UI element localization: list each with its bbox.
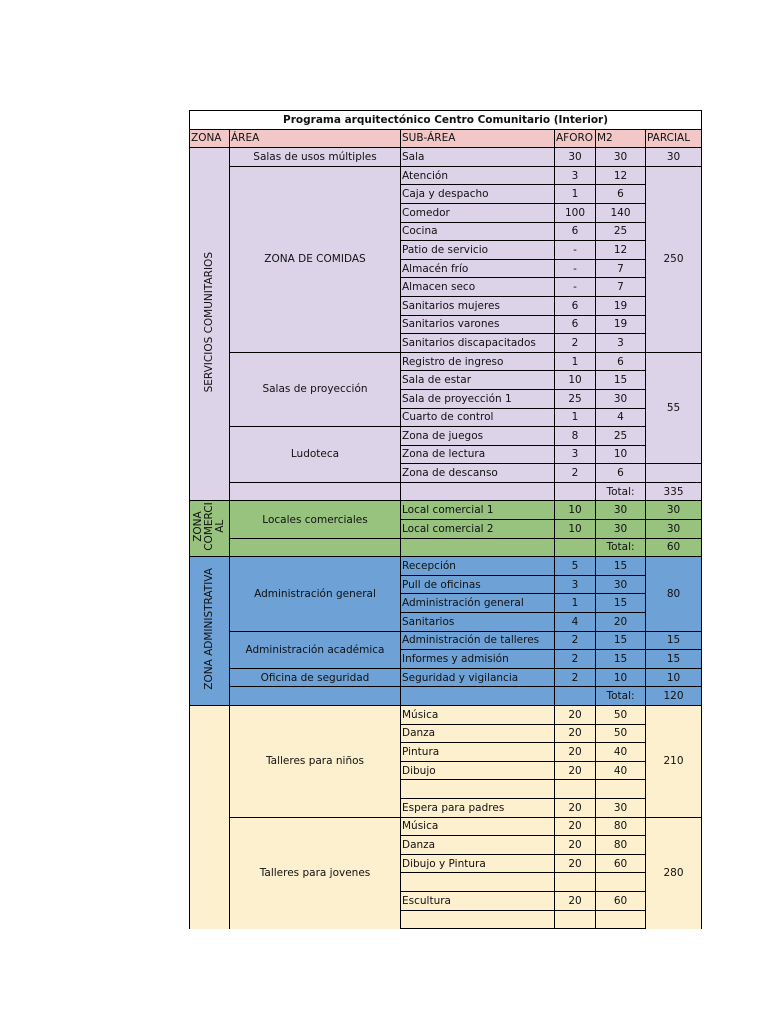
m2-cell bbox=[596, 873, 646, 892]
aforo-cell: 3 bbox=[555, 575, 596, 594]
subarea-cell: Zona de juegos bbox=[401, 427, 555, 446]
m2-cell: 15 bbox=[596, 594, 646, 613]
aforo-cell: 10 bbox=[555, 520, 596, 539]
subarea-cell: Comedor bbox=[401, 203, 555, 222]
m2-cell: 15 bbox=[596, 631, 646, 650]
aforo-cell: 1 bbox=[555, 594, 596, 613]
total-row bbox=[190, 538, 702, 557]
aforo-cell: - bbox=[555, 278, 596, 297]
aforo-cell: - bbox=[555, 259, 596, 278]
subarea-cell: Sanitarios bbox=[401, 613, 555, 632]
m2-cell: 7 bbox=[596, 278, 646, 297]
area-zona-de-comidas: ZONA DE COMIDAS bbox=[230, 166, 401, 352]
subarea-cell: Sala bbox=[401, 148, 555, 167]
aforo-cell: 10 bbox=[555, 501, 596, 520]
m2-cell bbox=[596, 910, 646, 929]
m2-cell: 30 bbox=[596, 520, 646, 539]
m2-cell: 15 bbox=[596, 650, 646, 669]
subarea-cell: Música bbox=[401, 817, 555, 836]
aforo-cell: 20 bbox=[555, 854, 596, 873]
empty-cell bbox=[555, 482, 596, 501]
aforo-cell: 6 bbox=[555, 296, 596, 315]
m2-cell: 6 bbox=[596, 352, 646, 371]
zone-label: ZONA COMERCI AL bbox=[192, 502, 226, 552]
m2-cell: 40 bbox=[596, 761, 646, 780]
table-row bbox=[190, 166, 702, 185]
header-row bbox=[190, 129, 702, 148]
subarea-cell: Pull de oficinas bbox=[401, 575, 555, 594]
subarea-cell: Espera para padres bbox=[401, 798, 555, 817]
parcial-cell: 250 bbox=[646, 166, 702, 352]
subarea-cell: Caja y despacho bbox=[401, 185, 555, 204]
parcial-cell: 280 bbox=[646, 817, 702, 929]
parcial-cell: 80 bbox=[646, 557, 702, 631]
header-parcial: PARCIAL bbox=[646, 129, 702, 148]
header-m2: M2 bbox=[596, 129, 646, 148]
header-zona: ZONA bbox=[190, 129, 230, 148]
program-table bbox=[189, 110, 702, 929]
m2-cell: 25 bbox=[596, 222, 646, 241]
zone-total: 120 bbox=[646, 687, 702, 706]
aforo-cell: 2 bbox=[555, 631, 596, 650]
aforo-cell: 10 bbox=[555, 371, 596, 390]
subarea-cell: Local comercial 2 bbox=[401, 520, 555, 539]
aforo-cell: 20 bbox=[555, 706, 596, 725]
m2-cell: 4 bbox=[596, 408, 646, 427]
aforo-cell: 20 bbox=[555, 836, 596, 855]
aforo-cell: 1 bbox=[555, 185, 596, 204]
m2-cell: 15 bbox=[596, 557, 646, 576]
aforo-cell: 20 bbox=[555, 798, 596, 817]
parcial-cell: 10 bbox=[646, 668, 702, 687]
area-talleres-para-ninos: Talleres para niños bbox=[230, 706, 401, 818]
parcial-cell: 55 bbox=[646, 352, 702, 464]
empty-cell bbox=[230, 538, 401, 557]
subarea-cell: Danza bbox=[401, 836, 555, 855]
subarea-cell bbox=[401, 910, 555, 929]
aforo-cell: 20 bbox=[555, 761, 596, 780]
zone-total: 335 bbox=[646, 482, 702, 501]
aforo-cell: 3 bbox=[555, 166, 596, 185]
total-label: Total: bbox=[596, 687, 646, 706]
empty-cell bbox=[230, 482, 401, 501]
subarea-cell: Danza bbox=[401, 724, 555, 743]
subarea-cell: Sala de proyección 1 bbox=[401, 389, 555, 408]
zone-total: 60 bbox=[646, 538, 702, 557]
table-row bbox=[190, 501, 702, 520]
aforo-cell bbox=[555, 910, 596, 929]
total-row bbox=[190, 687, 702, 706]
table-row bbox=[190, 706, 702, 725]
m2-cell: 30 bbox=[596, 501, 646, 520]
m2-cell: 140 bbox=[596, 203, 646, 222]
aforo-cell: 20 bbox=[555, 817, 596, 836]
aforo-cell: 6 bbox=[555, 315, 596, 334]
table-title: Programa arquitectónico Centro Comunitario (Interior) bbox=[190, 111, 702, 130]
subarea-cell: Pintura bbox=[401, 743, 555, 762]
empty-cell bbox=[230, 687, 401, 706]
m2-cell: 7 bbox=[596, 259, 646, 278]
zone-label: SERVICIOS COMUNITARIOS bbox=[203, 252, 215, 393]
m2-cell: 50 bbox=[596, 724, 646, 743]
zone-comercial bbox=[190, 501, 230, 557]
subarea-cell: Cocina bbox=[401, 222, 555, 241]
subarea-cell: Música bbox=[401, 706, 555, 725]
area-salas-de-proyeccion: Salas de proyección bbox=[230, 352, 401, 426]
m2-cell: 6 bbox=[596, 464, 646, 483]
m2-cell: 40 bbox=[596, 743, 646, 762]
aforo-cell: 6 bbox=[555, 222, 596, 241]
total-label: Total: bbox=[596, 482, 646, 501]
m2-cell: 12 bbox=[596, 241, 646, 260]
subarea-cell: Informes y admisión bbox=[401, 650, 555, 669]
subarea-cell: Seguridad y vigilancia bbox=[401, 668, 555, 687]
m2-cell: 12 bbox=[596, 166, 646, 185]
total-label: Total: bbox=[596, 538, 646, 557]
m2-cell: 50 bbox=[596, 706, 646, 725]
m2-cell: 3 bbox=[596, 334, 646, 353]
subarea-cell: Patio de servicio bbox=[401, 241, 555, 260]
m2-cell: 6 bbox=[596, 185, 646, 204]
aforo-cell: 2 bbox=[555, 650, 596, 669]
header-subarea: SUB-ÁREA bbox=[401, 129, 555, 148]
aforo-cell: 1 bbox=[555, 352, 596, 371]
subarea-cell: Sanitarios discapacitados bbox=[401, 334, 555, 353]
subarea-cell: Dibujo y Pintura bbox=[401, 854, 555, 873]
m2-cell: 10 bbox=[596, 668, 646, 687]
subarea-cell: Sanitarios mujeres bbox=[401, 296, 555, 315]
aforo-cell: 2 bbox=[555, 668, 596, 687]
empty-cell bbox=[401, 482, 555, 501]
subarea-cell: Escultura bbox=[401, 891, 555, 910]
aforo-cell: 1 bbox=[555, 408, 596, 427]
area-administracion-general: Administración general bbox=[230, 557, 401, 631]
aforo-cell: 25 bbox=[555, 389, 596, 408]
parcial-cell: 30 bbox=[646, 520, 702, 539]
aforo-cell bbox=[555, 780, 596, 799]
aforo-cell: 2 bbox=[555, 464, 596, 483]
header-aforo: AFORO bbox=[555, 129, 596, 148]
subarea-cell: Dibujo bbox=[401, 761, 555, 780]
aforo-cell: - bbox=[555, 241, 596, 260]
parcial-cell bbox=[646, 464, 702, 483]
table-row bbox=[190, 148, 702, 167]
aforo-cell: 20 bbox=[555, 743, 596, 762]
table-row bbox=[190, 631, 702, 650]
area-locales-comerciales: Locales comerciales bbox=[230, 501, 401, 538]
area-oficina-de-seguridad: Oficina de seguridad bbox=[230, 668, 401, 687]
m2-cell: 15 bbox=[596, 371, 646, 390]
subarea-cell: Sala de estar bbox=[401, 371, 555, 390]
area-ludoteca: Ludoteca bbox=[230, 427, 401, 483]
subarea-cell: Registro de ingreso bbox=[401, 352, 555, 371]
header-area: ÁREA bbox=[230, 129, 401, 148]
empty-cell bbox=[401, 687, 555, 706]
title-row bbox=[190, 111, 702, 130]
m2-cell: 30 bbox=[596, 575, 646, 594]
table-row bbox=[190, 427, 702, 446]
m2-cell: 30 bbox=[596, 798, 646, 817]
table-row bbox=[190, 557, 702, 576]
total-row bbox=[190, 482, 702, 501]
subarea-cell: Sanitarios varones bbox=[401, 315, 555, 334]
m2-cell: 80 bbox=[596, 836, 646, 855]
m2-cell: 60 bbox=[596, 891, 646, 910]
zone-servicios-comunitarios bbox=[190, 148, 230, 501]
parcial-cell: 30 bbox=[646, 501, 702, 520]
m2-cell: 19 bbox=[596, 315, 646, 334]
aforo-cell: 30 bbox=[555, 148, 596, 167]
aforo-cell: 20 bbox=[555, 891, 596, 910]
area-administracion-academica: Administración académica bbox=[230, 631, 401, 668]
subarea-cell bbox=[401, 780, 555, 799]
table-row bbox=[190, 817, 702, 836]
m2-cell: 10 bbox=[596, 445, 646, 464]
m2-cell bbox=[596, 780, 646, 799]
subarea-cell: Atención bbox=[401, 166, 555, 185]
area-talleres-para-jovenes: Talleres para jovenes bbox=[230, 817, 401, 929]
m2-cell: 30 bbox=[596, 389, 646, 408]
m2-cell: 60 bbox=[596, 854, 646, 873]
parcial-cell: 30 bbox=[646, 148, 702, 167]
m2-cell: 25 bbox=[596, 427, 646, 446]
zone-administrativa bbox=[190, 557, 230, 706]
area-salas-usos-multiples: Salas de usos múltiples bbox=[230, 148, 401, 167]
subarea-cell: Administración de talleres bbox=[401, 631, 555, 650]
subarea-cell: Zona de descanso bbox=[401, 464, 555, 483]
subarea-cell: Local comercial 1 bbox=[401, 501, 555, 520]
subarea-cell: Cuarto de control bbox=[401, 408, 555, 427]
subarea-cell bbox=[401, 873, 555, 892]
aforo-cell: 8 bbox=[555, 427, 596, 446]
empty-cell bbox=[401, 538, 555, 557]
aforo-cell: 4 bbox=[555, 613, 596, 632]
table-row bbox=[190, 668, 702, 687]
subarea-cell: Almacen seco bbox=[401, 278, 555, 297]
subarea-cell: Recepción bbox=[401, 557, 555, 576]
subarea-cell: Almacén frío bbox=[401, 259, 555, 278]
aforo-cell: 100 bbox=[555, 203, 596, 222]
m2-cell: 80 bbox=[596, 817, 646, 836]
zone-label: ZONA ADMINISTRATIVA bbox=[203, 568, 215, 690]
table-row bbox=[190, 352, 702, 371]
aforo-cell: 20 bbox=[555, 724, 596, 743]
parcial-cell: 210 bbox=[646, 706, 702, 818]
empty-cell bbox=[555, 687, 596, 706]
zone-talleres bbox=[190, 706, 230, 929]
subarea-cell: Zona de lectura bbox=[401, 445, 555, 464]
parcial-cell: 15 bbox=[646, 631, 702, 650]
subarea-cell: Administración general bbox=[401, 594, 555, 613]
aforo-cell: 2 bbox=[555, 334, 596, 353]
aforo-cell bbox=[555, 873, 596, 892]
m2-cell: 30 bbox=[596, 148, 646, 167]
aforo-cell: 3 bbox=[555, 445, 596, 464]
parcial-cell: 15 bbox=[646, 650, 702, 669]
aforo-cell: 5 bbox=[555, 557, 596, 576]
empty-cell bbox=[555, 538, 596, 557]
m2-cell: 20 bbox=[596, 613, 646, 632]
m2-cell: 19 bbox=[596, 296, 646, 315]
